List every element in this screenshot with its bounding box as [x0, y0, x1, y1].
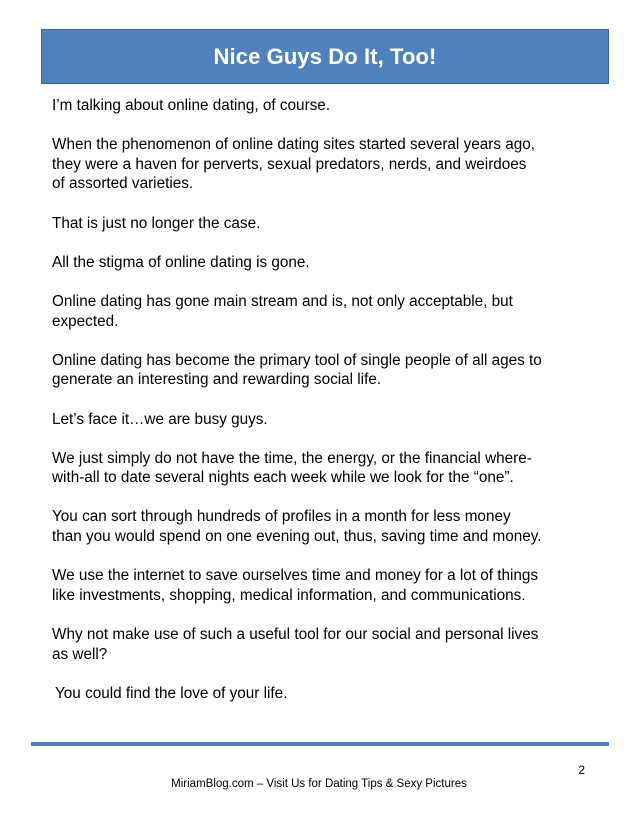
paragraph: Why not make use of such a useful tool for our social and personal lives as well? [52, 626, 539, 663]
paragraph: All the stigma of online dating is gone. [52, 253, 310, 271]
page-number: 2 [578, 763, 585, 777]
paragraph: Online dating has gone main stream and is, not only acceptable, but expected. [52, 292, 513, 330]
paragraph: Let’s face it…we are busy guys. [52, 410, 268, 428]
paragraph: Online dating has become the primary tool of single people of all ages to generate an interesting and rewarding social life. [52, 351, 542, 389]
paragraph: You can sort through hundreds of profiles in a month for less money than you would spend on one evening out, thus, saving time and money. [52, 508, 542, 546]
title-banner [41, 29, 609, 84]
document-body [52, 96, 592, 703]
paragraph: We use the internet to save ourselves time and money for a lot of things like investments, shopping, medical information, and communications. [52, 567, 539, 604]
paragraph: When the phenomenon of online dating sites started several years ago, they were a haven for perverts, sexual predators, nerds, and weirdoes of assorted varieties. [52, 136, 536, 193]
page-title: Nice Guys Do It, Too! [213, 43, 437, 69]
paragraph: We just simply do not have the time, the energy, or the financial where- with-all to date several nights each week while we look for the “one”. [52, 449, 532, 487]
footer-text: MiriamBlog.com – Visit Us for Dating Tips & Sexy Pictures [171, 778, 467, 790]
paragraph: That is just no longer the case. [52, 214, 261, 232]
paragraph: I’m talking about online dating, of course. [52, 97, 331, 114]
paragraph: You could find the love of your life. [55, 684, 288, 702]
footer-divider [31, 742, 609, 746]
